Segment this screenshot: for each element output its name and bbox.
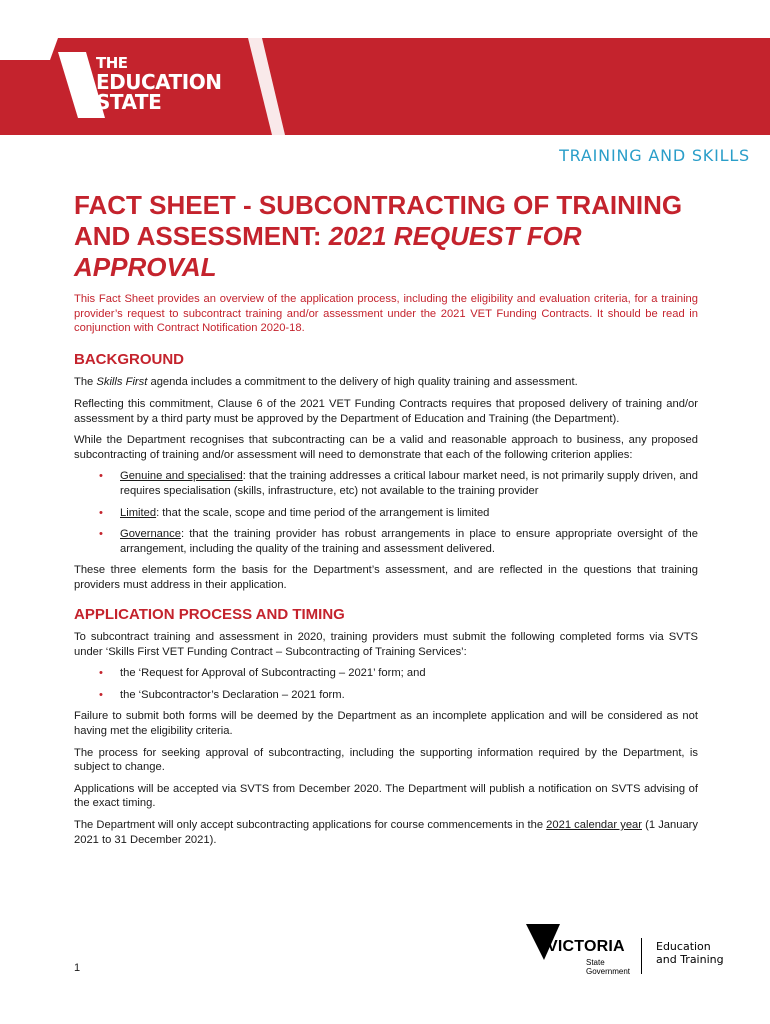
logo-text-education: EDUCATION [96, 70, 222, 94]
criteria-term: Genuine and specialised [120, 470, 243, 483]
department-line-2: and Training [656, 953, 724, 966]
background-p1-pre: The [74, 376, 97, 389]
background-paragraph-2: Reflecting this commitment, Clause 6 of the 2021 VET Funding Contracts requires that proposed delivery of training and/or assessment by a third party must be approved by the Department of Education and Training (the Department). [74, 397, 698, 425]
page-title [74, 190, 714, 283]
logo-text-the: THE [96, 54, 128, 72]
state-label: State [586, 958, 605, 967]
application-paragraph-3: The process for seeking approval of subcontracting, including the supporting information required by the Department, is subject to change. [74, 746, 698, 774]
calendar-year-link[interactable]: 2021 calendar year [546, 819, 642, 832]
skills-first-term: Skills First [96, 376, 148, 389]
department-name [656, 940, 724, 966]
application-paragraph-5 [74, 818, 698, 847]
application-paragraph-2: Failure to submit both forms will be deemed by the Department as an incomplete application and will be considered as not having met the eligibility criteria. [74, 710, 698, 738]
form-item-request: • the ‘Request for Approval of Subcontracting – 2021’ form; and [120, 666, 698, 681]
page-number: 1 [74, 962, 81, 974]
criteria-item-governance [120, 527, 698, 556]
page-title-main: FACT SHEET - SUBCONTRACTING OF TRAINING AND ASSESSMENT: [74, 190, 683, 251]
victoria-wordmark: VICTORIA [547, 938, 625, 955]
intro-paragraph: This Fact Sheet provides an overview of the application process, including the eligibility and evaluation criteria, for a training provider’s request to subcontract training and/or assessment under the 2021 VET Funding Contracts. It should be read in conjunction with Contract Notification 2020-18. [74, 293, 698, 335]
forms-list [74, 666, 698, 702]
section-label: TRAINING AND SKILLS [559, 146, 750, 165]
criteria-text: : that the training addresses a critical labour market need, is not primarily supply driven, and requires specialisation (skills, infrastructure, etc) not available to the training provider [120, 470, 698, 497]
background-p1-post: agenda includes a commitment to the delivery of high quality training and assessment. [147, 376, 578, 389]
background-paragraph-1 [74, 375, 698, 390]
header-white-notch [0, 38, 58, 60]
logo-text-state: STATE [96, 90, 162, 114]
page-title-italic: 2021 REQUEST FOR APPROVAL [74, 221, 582, 282]
government-label: Government [586, 967, 631, 976]
application-paragraph-4: Applications will be accepted via SVTS from December 2020. The Department will publish a notification on SVTS advising of the exact timing. [74, 782, 698, 810]
application-heading: APPLICATION PROCESS AND TIMING [74, 605, 345, 623]
background-paragraph-4: These three elements form the basis for the Department’s assessment, and are reflected in the questions that training providers must address in their application. [74, 564, 698, 591]
application-p5-post: (1 January 2021 to 31 December 2021). [74, 819, 698, 846]
document-body [74, 292, 698, 854]
form-item-declaration: • the ‘Subcontractor’s Declaration – 2021 form. [120, 688, 698, 703]
background-paragraph-3: While the Department recognises that subcontracting can be a valid and reasonable approach to business, any proposed subcontracting of training and/or assessment will need to demonstrate that each of the following criterion applies: [74, 434, 698, 461]
criteria-text: : that the training provider has robust arrangements in place to ensure appropriate oversight of the arrangement, including the quality of the training and assessment delivered. [120, 528, 698, 555]
logo-divider [641, 938, 642, 974]
criteria-item-limited [120, 506, 698, 521]
department-line-1: Education [656, 940, 711, 953]
criteria-term: Governance [120, 528, 181, 541]
application-p5-pre: The Department will only accept subcontracting applications for course commencements in the [74, 819, 547, 832]
criteria-text: : that the scale, scope and time period of the arrangement is limited [156, 506, 490, 519]
criteria-list [74, 469, 698, 556]
background-heading: BACKGROUND [74, 350, 184, 368]
application-paragraph-1: To subcontract training and assessment in 2020, training providers must submit the following completed forms via SVTS under ‘Skills First VET Funding Contract – Subcontracting of Training Services’: [74, 631, 698, 658]
criteria-item-genuine [120, 469, 698, 498]
state-government-label [586, 958, 630, 976]
criteria-term: Limited [120, 506, 157, 519]
